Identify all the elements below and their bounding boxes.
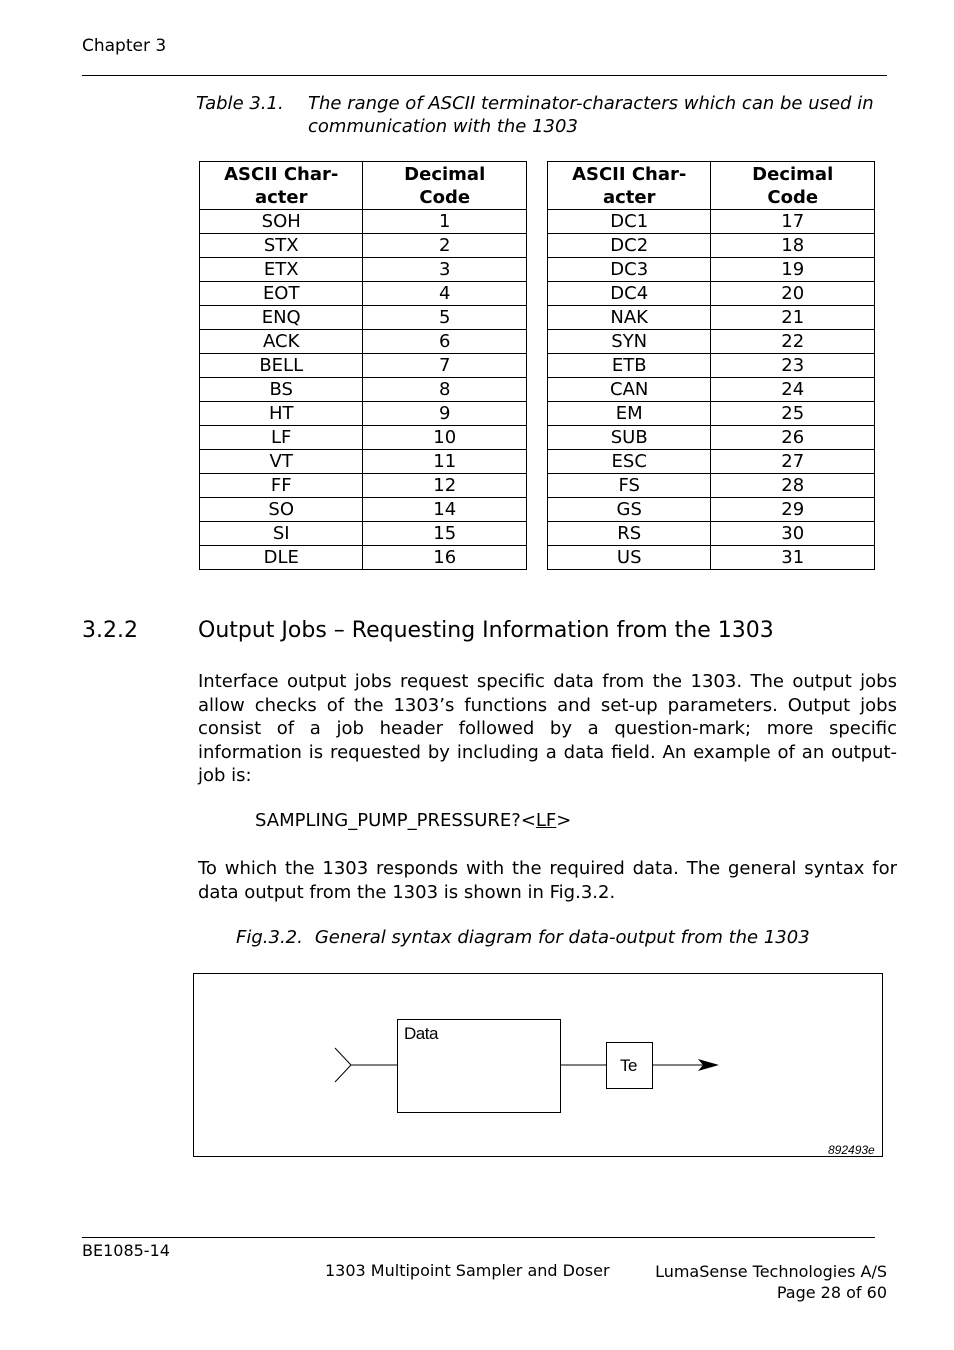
ascii-table-right — [547, 161, 875, 570]
table-row — [200, 354, 527, 378]
table-row — [548, 354, 875, 378]
header-decimal-code: Decimal Code — [711, 162, 875, 210]
table-row — [200, 402, 527, 426]
decimal-code-cell: 31 — [711, 546, 875, 570]
ascii-character-cell: VT — [200, 450, 363, 474]
table-row — [548, 234, 875, 258]
decimal-code-cell: 17 — [711, 210, 875, 234]
ascii-character-cell: NAK — [548, 306, 711, 330]
ascii-character-cell: ENQ — [200, 306, 363, 330]
ascii-character-cell: DC2 — [548, 234, 711, 258]
decimal-code-cell: 19 — [711, 258, 875, 282]
decimal-code-cell: 24 — [711, 378, 875, 402]
decimal-code-cell: 25 — [711, 402, 875, 426]
table-row — [548, 210, 875, 234]
decimal-code-cell: 1 — [363, 210, 527, 234]
table-row — [548, 546, 875, 570]
table-row — [200, 282, 527, 306]
decimal-code-cell: 8 — [363, 378, 527, 402]
table-caption — [196, 92, 897, 140]
table-row — [200, 426, 527, 450]
table-caption-text: The range of ASCII terminator-characters which can be used in communication with the 1303 — [308, 93, 874, 137]
table-row — [200, 234, 527, 258]
decimal-code-cell: 23 — [711, 354, 875, 378]
decimal-code-cell: 26 — [711, 426, 875, 450]
figure-caption — [236, 927, 810, 948]
table-row — [200, 546, 527, 570]
ascii-character-cell: DC4 — [548, 282, 711, 306]
header-rule — [82, 75, 887, 76]
footer-right — [655, 1261, 887, 1303]
table-row — [548, 258, 875, 282]
decimal-code-cell: 14 — [363, 498, 527, 522]
ascii-character-cell: US — [548, 546, 711, 570]
ascii-character-cell: ETX — [200, 258, 363, 282]
decimal-code-cell: 16 — [363, 546, 527, 570]
output-job-example: SAMPLING_PUMP_PRESSURE?<LF> — [255, 810, 572, 831]
header-ascii-character: ASCII Char- acter — [548, 162, 711, 210]
table-row — [200, 450, 527, 474]
decimal-code-cell: 21 — [711, 306, 875, 330]
decimal-code-cell: 30 — [711, 522, 875, 546]
table-row — [200, 498, 527, 522]
decimal-code-cell: 9 — [363, 402, 527, 426]
ascii-character-cell: STX — [200, 234, 363, 258]
te-box-label: Te — [620, 1056, 637, 1075]
table-caption-number: Table 3.1. — [196, 93, 284, 114]
footer-product: 1303 Multipoint Sampler and Doser — [325, 1261, 610, 1280]
body-paragraph-1: Interface output jobs request specific data from the 1303. The output jobs allow checks of the 1303’s functions and set-up parameters. Output jobs consist of a job header followed by a question-mark; more specific information is requested by including a data field. An example of an output-job is: — [198, 671, 897, 786]
table-row — [200, 210, 527, 234]
ascii-table-left — [199, 161, 527, 570]
ascii-character-cell: BS — [200, 378, 363, 402]
table-row — [200, 330, 527, 354]
decimal-code-cell: 15 — [363, 522, 527, 546]
data-box-label: Data — [404, 1024, 438, 1043]
decimal-code-cell: 7 — [363, 354, 527, 378]
decimal-code-cell: 11 — [363, 450, 527, 474]
ascii-character-cell: SUB — [548, 426, 711, 450]
ascii-character-cell: GS — [548, 498, 711, 522]
syntax-diagram-svg — [194, 974, 882, 1156]
table-row — [548, 426, 875, 450]
ascii-character-cell: DLE — [200, 546, 363, 570]
ascii-character-cell: HT — [200, 402, 363, 426]
figure-reference-code: 892493e — [828, 1143, 875, 1156]
ascii-character-cell: DC1 — [548, 210, 711, 234]
decimal-code-cell: 20 — [711, 282, 875, 306]
footer-doc-id: BE1085-14 — [82, 1241, 170, 1260]
table-row — [200, 522, 527, 546]
ascii-character-cell: SYN — [548, 330, 711, 354]
footer-page-number: Page 28 of 60 — [776, 1283, 887, 1302]
table-row — [548, 282, 875, 306]
table-row — [200, 258, 527, 282]
ascii-character-cell: CAN — [548, 378, 711, 402]
table-row — [200, 378, 527, 402]
section-number: 3.2.2 — [82, 618, 138, 643]
table-row — [548, 306, 875, 330]
decimal-code-cell: 27 — [711, 450, 875, 474]
lf-terminator: LF — [535, 810, 557, 831]
ascii-character-cell: BELL — [200, 354, 363, 378]
decimal-code-cell: 28 — [711, 474, 875, 498]
figure-number: Fig.3.2. — [236, 927, 303, 948]
table-row — [548, 474, 875, 498]
table-row — [200, 306, 527, 330]
ascii-character-cell: SOH — [200, 210, 363, 234]
table-row — [200, 474, 527, 498]
ascii-character-cell: FF — [200, 474, 363, 498]
syntax-diagram — [193, 973, 883, 1157]
table-row — [548, 450, 875, 474]
chapter-header: Chapter 3 — [82, 36, 167, 56]
table-row — [548, 378, 875, 402]
entry-chevron — [335, 1048, 351, 1082]
ascii-character-cell: RS — [548, 522, 711, 546]
ascii-character-cell: LF — [200, 426, 363, 450]
ascii-character-cell: SI — [200, 522, 363, 546]
header-decimal-code: Decimal Code — [363, 162, 527, 210]
ascii-character-cell: SO — [200, 498, 363, 522]
table-row — [548, 498, 875, 522]
decimal-code-cell: 6 — [363, 330, 527, 354]
ascii-character-cell: ETB — [548, 354, 711, 378]
decimal-code-cell: 29 — [711, 498, 875, 522]
footer-rule — [82, 1237, 875, 1238]
table-row — [548, 522, 875, 546]
header-ascii-character: ASCII Char- acter — [200, 162, 363, 210]
body-paragraph-2: To which the 1303 responds with the required data. The general syntax for data output from the 1303 is shown in Fig.3.2. — [198, 858, 897, 903]
ascii-character-cell: DC3 — [548, 258, 711, 282]
ascii-character-cell: ACK — [200, 330, 363, 354]
decimal-code-cell: 18 — [711, 234, 875, 258]
section-title: Output Jobs – Requesting Information from the 1303 — [198, 618, 774, 643]
decimal-code-cell: 3 — [363, 258, 527, 282]
figure-caption-text: General syntax diagram for data-output from the 1303 — [314, 927, 810, 948]
decimal-code-cell: 12 — [363, 474, 527, 498]
ascii-character-cell: EM — [548, 402, 711, 426]
decimal-code-cell: 4 — [363, 282, 527, 306]
decimal-code-cell: 5 — [363, 306, 527, 330]
ascii-character-cell: ESC — [548, 450, 711, 474]
decimal-code-cell: 2 — [363, 234, 527, 258]
decimal-code-cell: 22 — [711, 330, 875, 354]
table-row — [548, 330, 875, 354]
ascii-character-cell: EOT — [200, 282, 363, 306]
ascii-character-cell: FS — [548, 474, 711, 498]
footer-company: LumaSense Technologies A/S — [655, 1262, 887, 1281]
decimal-code-cell: 10 — [363, 426, 527, 450]
table-row — [548, 402, 875, 426]
